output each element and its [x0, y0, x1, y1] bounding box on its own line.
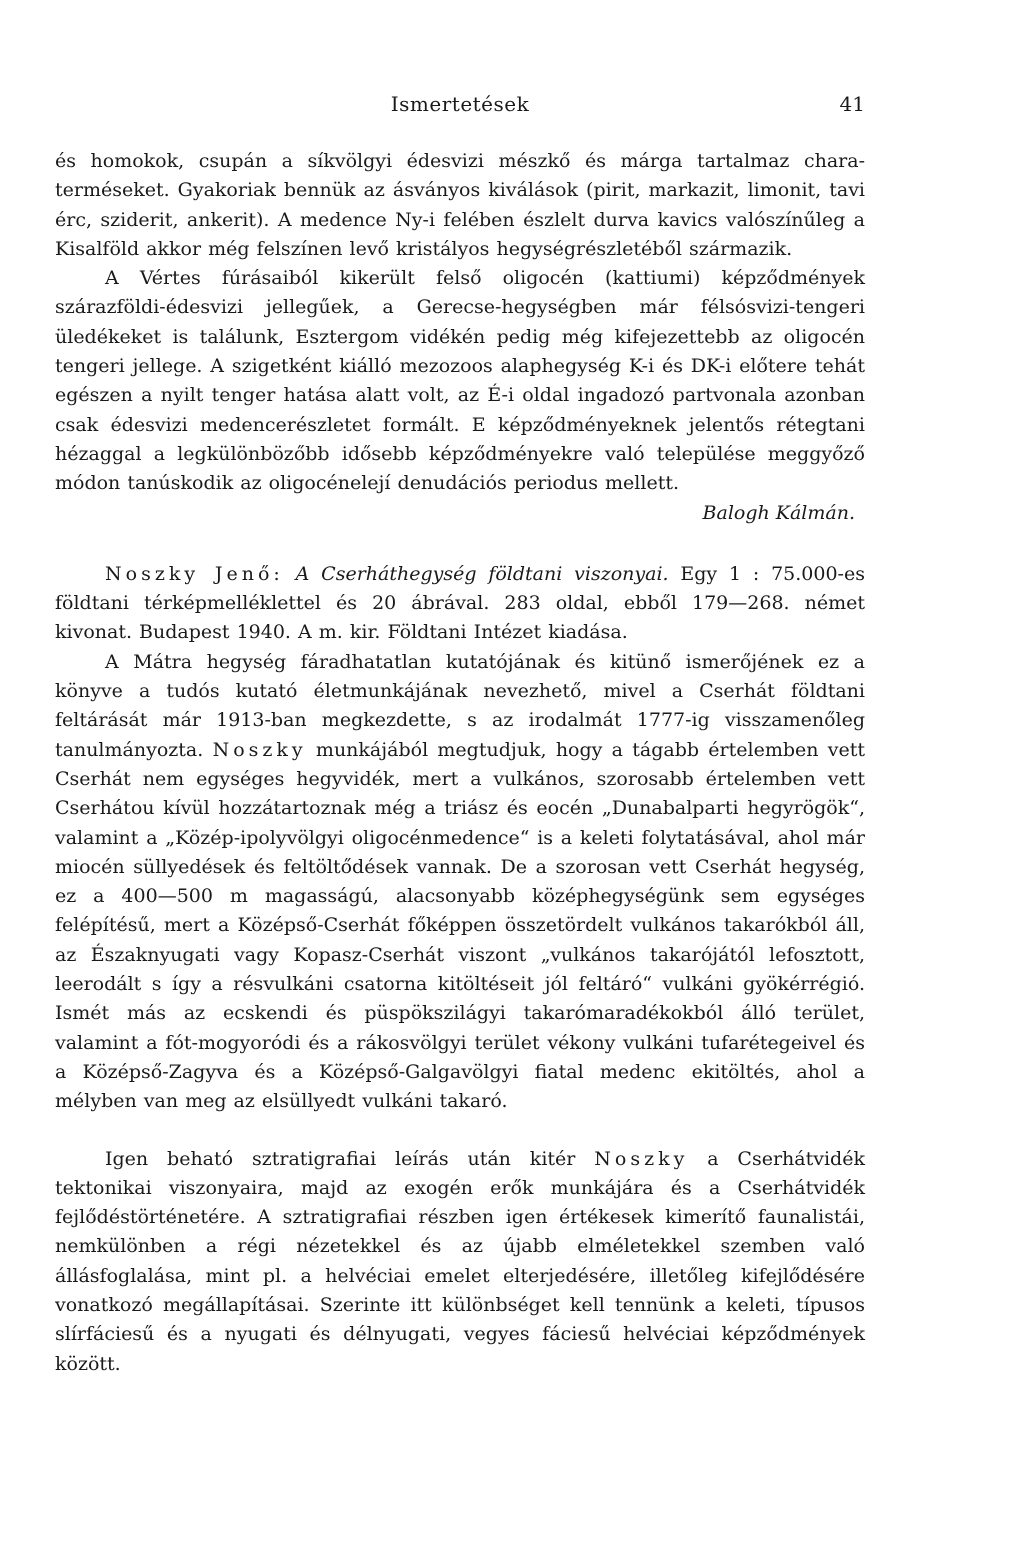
page-number: 41 — [839, 92, 865, 116]
paragraph-3: A Mátra hegység fáradhatatlan kutatójának és kitünő ismerőjének ez a könyve a tudós kutató életmunkájának nevezhető, mivel a Cserhát földtani feltárását már 1913-ban megkezdette, s az irodalmát 1777-ig visszamenőleg tanulmányozta. Noszky munkájából megtudjuk, hogy a tágabb értelemben vett Cserhát nem egységes hegyvidék, mert a vulkános, szorosabb értelemben vett Cserhátou kívül hozzátartoznak még a triász és eocén „Dunabalparti hegyrögök“, valamint a „Közép-ipolyvölgyi oligocénmedence“ is a keleti folytatásával, ahol már miocén süllyedések és feltöltődések vannak. De a szorosan vett Cserhát hegység, ez a 400—500 m magasságú, alacsonyabb középhegységünk sem egységes felépítésű, mert a Középső-Cserhát főképpen összetördelt vulkános takarókból áll, az Északnyugati vagy Kopasz-Cserhát viszont „vulkános takarójától lefosztott, leerodált s így a résvulkáni csatorna kitöltéseit jól feltáró“ vulkáni gyökérrégió. Ismét más az ecskendi és püspökszilágyi takarómaradékokból álló terület, valamint a fót-mogyoródi és a rákosvölgyi terület vékony vulkáni tufarétegeivel és a Középső-Zagyva és a Középső-Galgavölgyi fiatal medenc ekitöltés, ahol a mélyben van meg az elsüllyedt vulkáni takaró. — [55, 650, 866, 1113]
review-author: Noszky Jenő: — [105, 562, 284, 585]
author-name: Noszky — [212, 738, 307, 761]
page-body — [55, 147, 865, 1379]
review-title: A Cserháthegység földtani viszonyai. — [295, 562, 669, 585]
review-citation — [55, 560, 865, 648]
review-details: Egy 1 : 75.000-es földtani térképmelléklettel és 20 ábrával. 283 oldal, ebből 179—268. német kivonat. Budapest 1940. A m. kir. Földtani Intézet kiadása. — [55, 562, 865, 644]
author-name: Noszky — [594, 1147, 689, 1170]
paragraph-1: és homokok, csupán a síkvölgyi édesvizi mészkő és márga tartalmaz chara-terméseket. Gyakoriak bennük az ásványos kiválások (pirit, markazit, limonit, tavi érc, sziderit, ankerit). A medence Ny-i felében észlelt durva kavics valószínűleg a Kisalföld akkor még felszínen levő kristályos hegységrészletéből származik. — [55, 150, 865, 260]
paragraph-2: A Vértes fúrásaiból kikerült felső oligocén (kattiumi) képződmények szárazföldi-édesvizi jellegűek, a Gerecse-hegységben már félsósvizi-tengeri üledékeket is találunk, Esztergom vidékén pedig még kifejezettebb az oligocén tengeri jellege. A szigetként kiálló mezozoos alaphegység K-i és DK-i előtere tehát egészen a nyilt tenger hatása alatt volt, az É-i oldal ingadozó partvonala azonban csak édesvizi medencerészletet formált. E képződményeknek jelentős rétegtani hézaggal a legkülönbözőbb idősebb képződményekre való települése meggyőző módon tanúskodik az oligocénelejí denudációs periodus mellett. — [55, 267, 865, 495]
reviewer-signature: Balogh Kálmán. — [702, 501, 855, 524]
running-title: Ismertetések — [390, 92, 530, 116]
paragraph-4: Igen beható sztratigrafiai leírás után kitér Noszky a Cserhátvidék tektonikai viszonyaira, majd az exogén erők munkájára és a Cserhátvidék fejlődéstörténetére. A sztratigrafiai részben igen értékesek kimerítő faunalistái, nemkülönben a régi nézetekkel és az újabb elméletekkel szemben való állásfoglalása, mint pl. a helvéciai emelet elterjedésére, illetőleg kifejlődésére vonatkozó megállapításai. Szerinte itt különbséget kell tennünk a keleti, típusos slírfáciesű és a nyugati és délnyugati, vegyes fáciesű helvéciai képződmények között. — [55, 1147, 865, 1375]
page-header — [55, 92, 865, 122]
